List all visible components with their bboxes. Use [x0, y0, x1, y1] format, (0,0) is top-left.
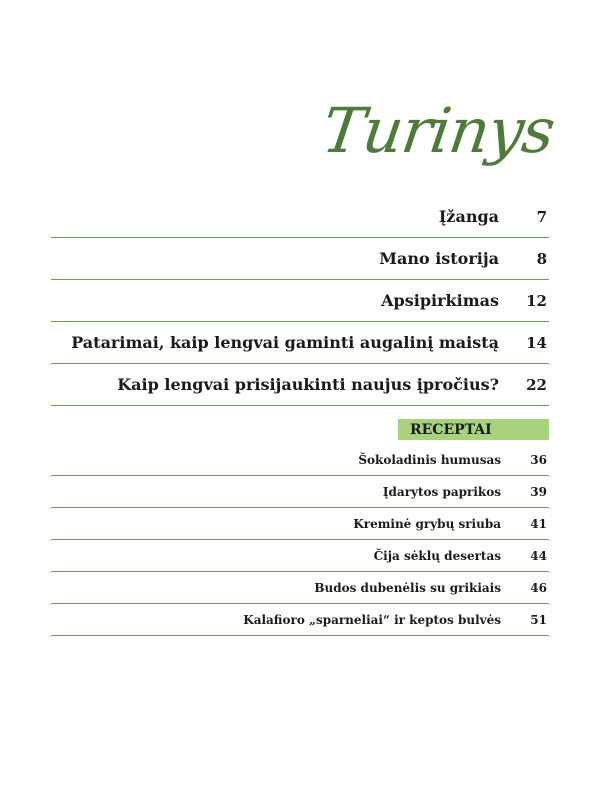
- recipe-entry-page: 51: [530, 612, 547, 627]
- toc-entry-label: Patarimai, kaip lengvai gaminti augalinį maistą: [71, 333, 499, 352]
- toc-entry-label: Mano istorija: [379, 249, 499, 268]
- recipe-entry-label: Čija sėklų desertas: [373, 548, 501, 563]
- toc-entry-label: Apsipirkimas: [381, 291, 499, 310]
- page-title: Turinys: [318, 94, 560, 167]
- recipe-entry-label: Įdarytos paprikos: [382, 484, 501, 499]
- toc-row[interactable]: [51, 196, 549, 238]
- recipe-entry-label: Budos dubenėlis su grikiais: [314, 580, 501, 595]
- recipe-entry-page: 44: [530, 548, 547, 563]
- recipe-row[interactable]: [51, 572, 549, 604]
- toc-entry-label: Įžanga: [438, 207, 499, 226]
- recipe-entry-label: Kreminė grybų sriuba: [353, 516, 501, 531]
- toc-row[interactable]: [51, 280, 549, 322]
- toc-entry-label: Kaip lengvai prisijaukinti naujus įpročius?: [117, 375, 499, 394]
- recipe-row[interactable]: [51, 476, 549, 508]
- toc-entry-page: 12: [526, 291, 547, 310]
- toc-entry-page: 8: [536, 249, 547, 268]
- toc-row[interactable]: [51, 322, 549, 364]
- toc-entry-page: 22: [526, 375, 547, 394]
- recipes-section-header: [398, 419, 549, 440]
- recipe-entry-page: 36: [530, 452, 547, 467]
- recipe-entry-page: 41: [530, 516, 547, 531]
- recipe-row[interactable]: [51, 444, 549, 476]
- recipe-entry-page: 46: [530, 580, 547, 595]
- recipe-entry-label: Šokoladinis humusas: [358, 452, 501, 467]
- recipe-entry-page: 39: [530, 484, 547, 499]
- toc-row[interactable]: [51, 364, 549, 406]
- main-toc-list: [51, 196, 549, 406]
- recipes-header-label: RECEPTAI: [410, 421, 492, 438]
- recipe-toc-list: [51, 444, 549, 636]
- toc-entry-page: 14: [526, 333, 547, 352]
- toc-entry-page: 7: [536, 207, 547, 226]
- recipe-entry-label: Kalafioro „sparneliai“ ir keptos bulvės: [243, 612, 501, 627]
- recipe-row[interactable]: [51, 508, 549, 540]
- recipe-row[interactable]: [51, 540, 549, 572]
- toc-row[interactable]: [51, 238, 549, 280]
- recipe-row[interactable]: [51, 604, 549, 636]
